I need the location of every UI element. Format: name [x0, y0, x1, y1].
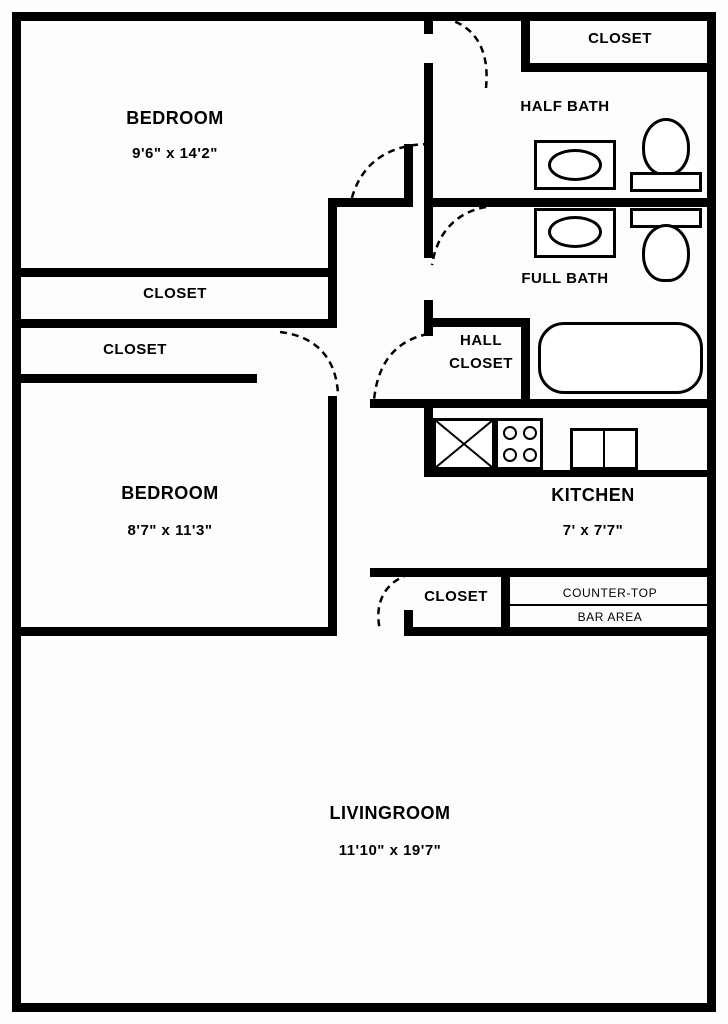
- label-bedroom2-name: BEDROOM: [121, 483, 219, 503]
- exterior-wall-top: [12, 12, 716, 21]
- wall-hall-closet-top: [424, 318, 529, 327]
- label-countertop: COUNTER-TOP: [562, 586, 658, 600]
- full-bath-toilet-bowl: [642, 224, 690, 282]
- label-full-bath: FULL BATH: [521, 270, 609, 287]
- wall-fullbath-left-lower: [424, 300, 433, 318]
- label-hall-closet-line2: CLOSET: [449, 355, 513, 372]
- refrigerator-divider: [603, 430, 605, 468]
- label-kitchen-name: KITCHEN: [551, 485, 635, 505]
- label-livingroom-dims: 11'10" x 19'7": [338, 842, 442, 859]
- door-arc-bedroom2: [270, 330, 340, 396]
- range-burner-2: [523, 426, 537, 440]
- wall-bedroom1-closet-right: [328, 198, 337, 328]
- door-arc-living-closet: [374, 572, 432, 634]
- label-bar-area: BAR AREA: [577, 610, 643, 624]
- label-livingroom-name: LIVINGROOM: [329, 803, 451, 823]
- wall-kitchen-left: [424, 408, 433, 470]
- half-bath-sink-basin: [548, 149, 602, 181]
- label-kitchen-dims: 7' x 7'7": [562, 522, 624, 539]
- wall-bar-top: [501, 568, 716, 577]
- label-bedroom2-dims: 8'7" x 11'3": [127, 522, 213, 539]
- kitchen-range: [495, 418, 543, 470]
- exterior-wall-left: [12, 12, 21, 1012]
- label-closet-living: CLOSET: [424, 588, 488, 605]
- label-half-bath: HALF BATH: [520, 98, 610, 115]
- label-closet-bedroom2: CLOSET: [103, 341, 167, 358]
- wall-bedroom2-right: [328, 396, 337, 636]
- bathtub: [538, 322, 703, 394]
- label-bedroom1-name: BEDROOM: [126, 108, 224, 128]
- half-bath-toilet-bowl: [642, 118, 690, 176]
- wall-tub-alcove-bottom: [521, 399, 716, 408]
- range-burner-4: [523, 448, 537, 462]
- label-bedroom1-dims: 9'6" x 14'2": [132, 145, 218, 162]
- door-arc-bedroom1: [348, 142, 432, 208]
- closet-bed1-shelf: [95, 271, 255, 273]
- door-arc-hall-closet: [372, 332, 430, 402]
- kitchen-sink-x-icon: [433, 418, 495, 470]
- full-bath-sink-basin: [548, 216, 602, 248]
- range-burner-1: [503, 426, 517, 440]
- half-bath-toilet-tank: [630, 172, 702, 192]
- wall-closet-divider: [12, 319, 337, 328]
- bar-counter-divider: [510, 604, 710, 606]
- wall-kitchen-counter-bottom: [424, 470, 716, 477]
- label-closet-top: CLOSET: [588, 30, 652, 47]
- closet-shelf-top: [560, 66, 705, 68]
- exterior-wall-right: [707, 12, 716, 1012]
- closet-bed2-shelf: [40, 378, 205, 380]
- wall-bedroom2-bottom: [12, 627, 337, 636]
- wall-bar-bottom: [501, 627, 716, 636]
- door-arc-top-hall: [430, 14, 500, 90]
- exterior-wall-bottom: [12, 1003, 716, 1012]
- range-burner-3: [503, 448, 517, 462]
- label-hall-closet-line1: HALL: [460, 332, 502, 349]
- label-closet-bedroom1: CLOSET: [143, 285, 207, 302]
- door-arc-half-bath: [430, 205, 488, 267]
